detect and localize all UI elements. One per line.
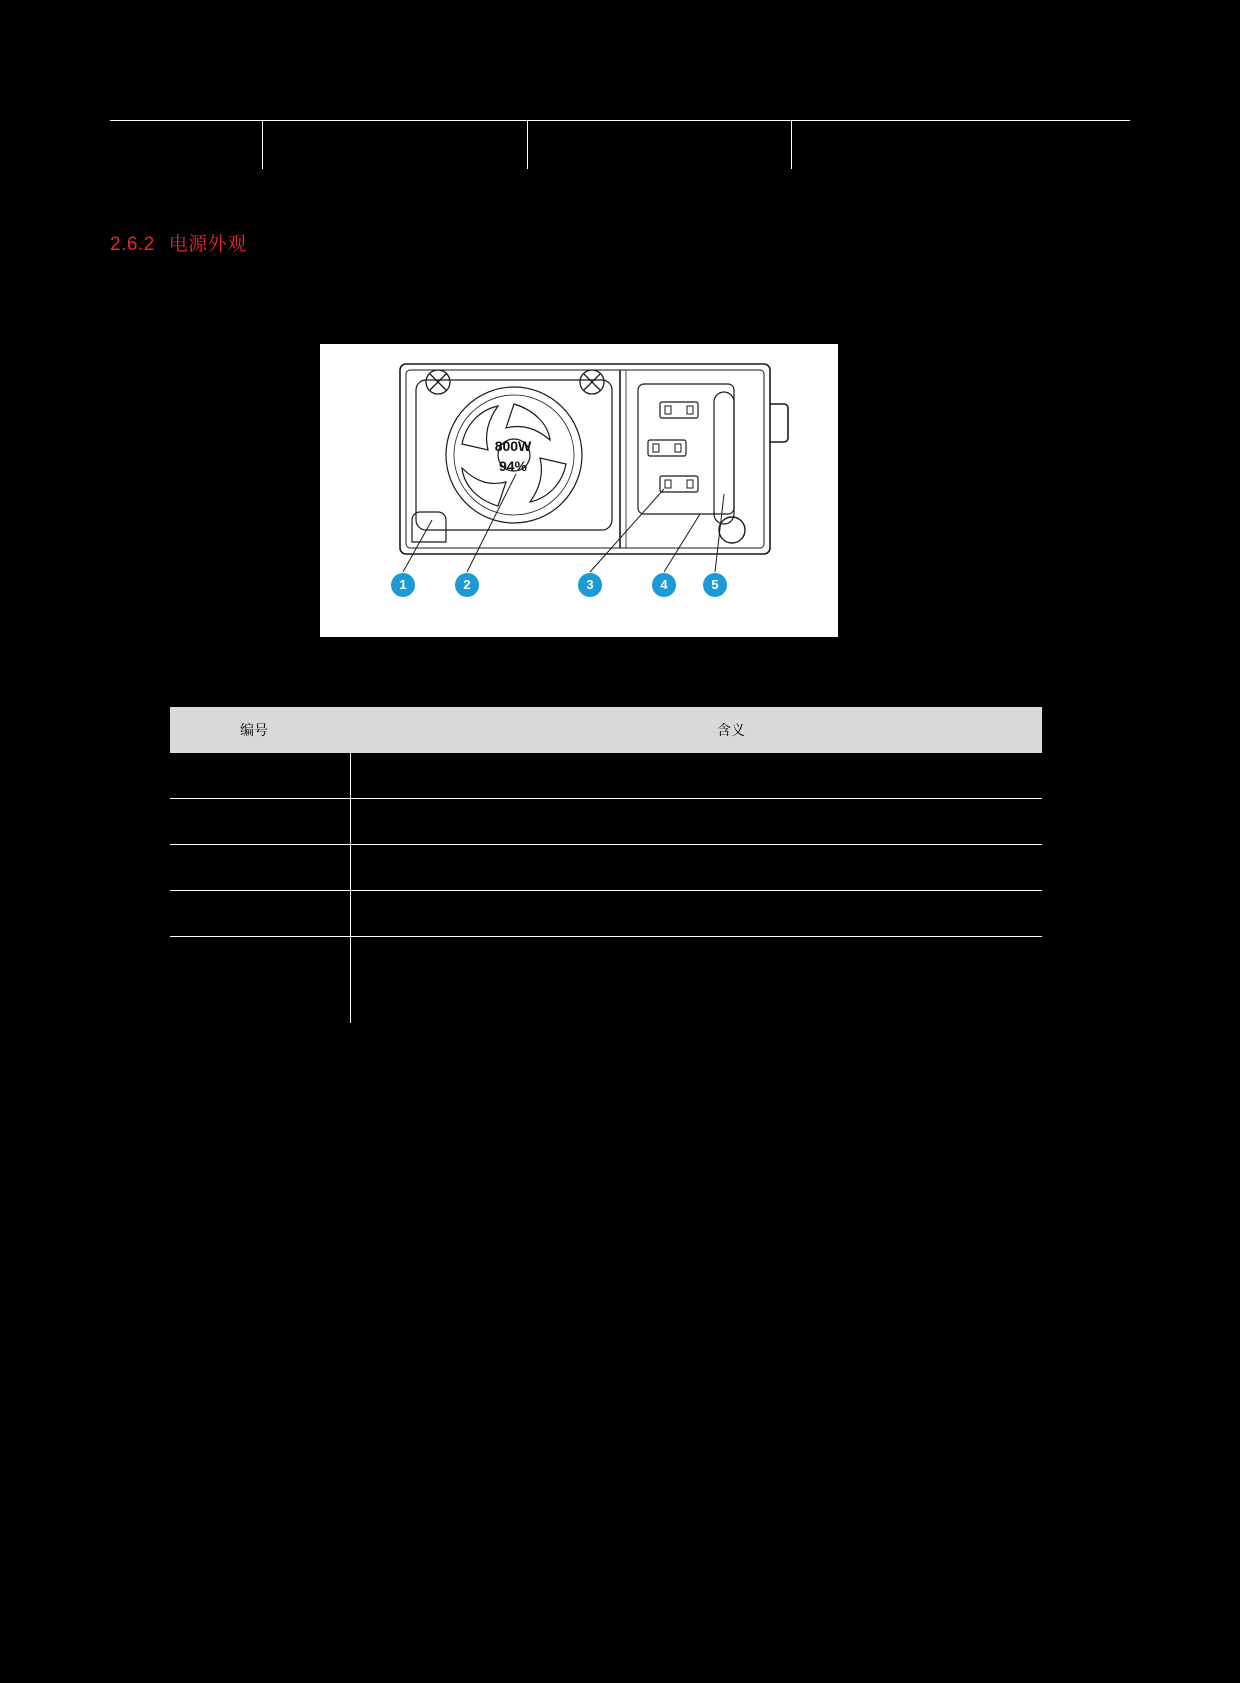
header-divider-rule [110, 120, 1130, 121]
table-cell-number [170, 845, 420, 890]
table-row [170, 799, 1042, 845]
fan-rating-watts: 800W [494, 438, 532, 454]
callout-legend-table [170, 707, 1042, 982]
callout-badge-5: 5 [703, 573, 727, 597]
fan-rating-efficiency: 94% [498, 458, 528, 475]
table-column-divider [350, 753, 351, 1023]
table-cell-meaning [420, 753, 1042, 798]
table-header-number: 编号 [240, 722, 268, 738]
table-header-meaning: 含义 [717, 722, 745, 738]
header-column-tick-3 [791, 121, 792, 169]
callout-badge-2: 2 [455, 573, 479, 597]
table-cell-number [170, 799, 420, 844]
table-cell-meaning [420, 937, 1042, 982]
callout-badge-3: 3 [578, 573, 602, 597]
table-cell-number [170, 891, 420, 936]
fan-rating-label [468, 436, 558, 477]
table-cell-meaning [420, 799, 1042, 844]
table-header-row [170, 707, 1042, 753]
table-row [170, 753, 1042, 799]
table-cell-number [170, 937, 420, 982]
table-body [170, 753, 1042, 982]
header-column-tick-1 [262, 121, 263, 169]
section-number: 2.6.2 [110, 234, 155, 255]
power-supply-illustration [320, 344, 838, 637]
table-cell-number [170, 753, 420, 798]
table-cell-meaning [420, 845, 1042, 890]
power-supply-figure [320, 344, 838, 637]
callout-badge-4: 4 [652, 573, 676, 597]
table-row [170, 845, 1042, 891]
table-row [170, 937, 1042, 982]
section-title: 电源外观 [168, 234, 247, 255]
callout-badge-1: 1 [391, 573, 415, 597]
section-heading [110, 229, 247, 256]
header-column-tick-2 [527, 121, 528, 169]
table-cell-meaning [420, 891, 1042, 936]
table-row [170, 891, 1042, 937]
